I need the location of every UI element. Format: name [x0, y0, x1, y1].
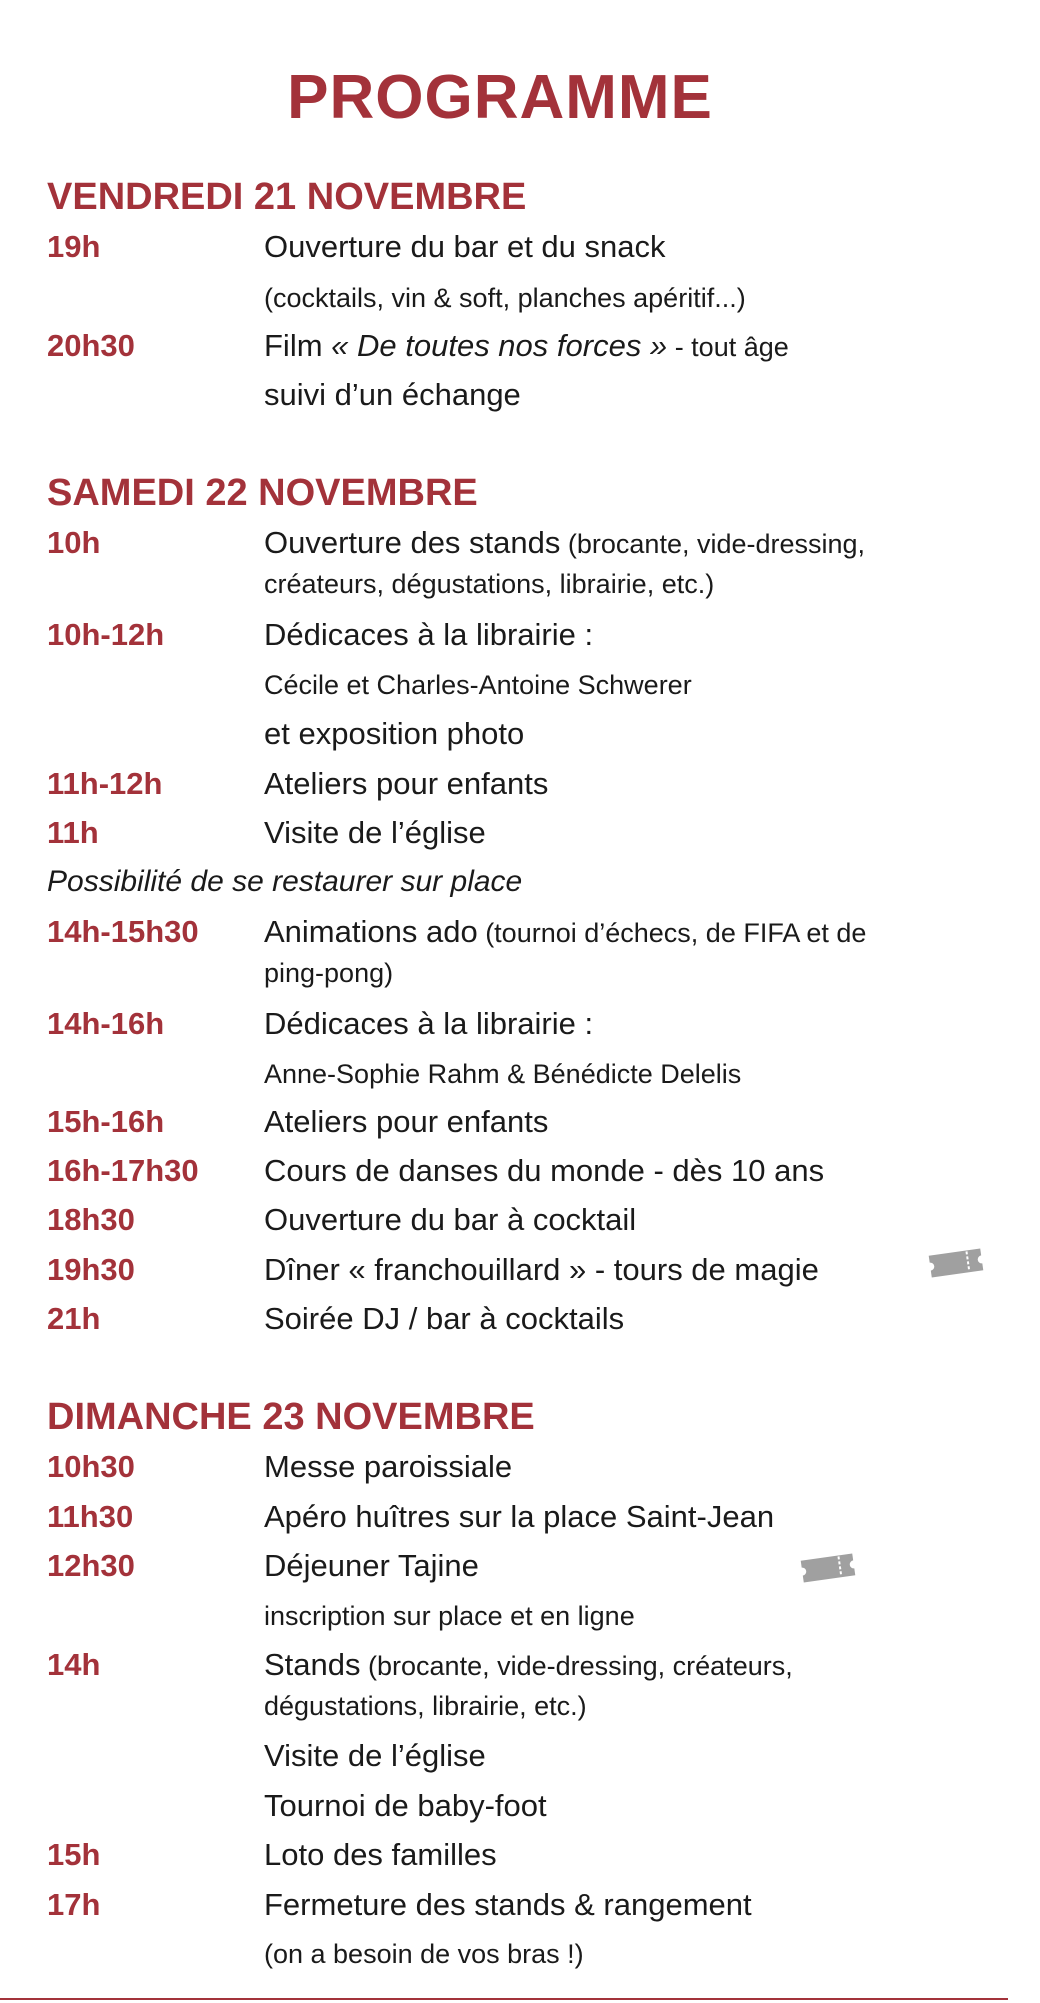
time-label: 11h30 — [47, 1499, 134, 1534]
time-label: 19h — [47, 229, 101, 264]
time-label: 14h — [47, 1647, 101, 1682]
event-detail: dégustations, librairie, etc.) — [264, 1691, 587, 1721]
event-description: Messe paroissiale — [264, 1449, 513, 1484]
event-note: (brocante, vide-dressing, — [560, 529, 866, 559]
time-label: 10h — [47, 525, 101, 560]
time-label: 15h-16h — [47, 1104, 165, 1139]
event-description: Ateliers pour enfants — [264, 1104, 549, 1139]
event-description: Dédicaces à la librairie : — [264, 617, 594, 652]
time-label: 14h-15h30 — [47, 914, 199, 949]
event-description — [264, 1647, 793, 1683]
time-label: 17h — [47, 1887, 101, 1922]
event-description: Déjeuner Tajine — [264, 1548, 479, 1583]
event-detail: inscription sur place et en ligne — [264, 1601, 635, 1631]
event-title: Animations ado — [264, 914, 478, 949]
day-heading-saturday: SAMEDI 22 NOVEMBRE — [47, 472, 478, 514]
event-title: Stands — [264, 1647, 361, 1682]
time-label: 21h — [47, 1301, 101, 1336]
time-label: 10h-12h — [47, 617, 165, 652]
film-audience: - tout âge — [667, 332, 789, 362]
bottom-divider — [0, 1998, 1008, 2000]
day-heading-friday: VENDREDI 21 NOVEMBRE — [47, 176, 527, 218]
event-description — [264, 328, 789, 364]
event-detail: (on a besoin de vos bras !) — [264, 1939, 584, 1969]
time-label: 20h30 — [47, 328, 135, 363]
time-label: 11h-12h — [47, 766, 163, 801]
time-label: 10h30 — [47, 1449, 135, 1484]
event-description: Cours de danses du monde - dès 10 ans — [264, 1153, 825, 1188]
ticket-icon — [796, 1551, 860, 1585]
event-detail: Tournoi de baby-foot — [264, 1788, 547, 1823]
film-prefix: Film — [264, 328, 332, 363]
time-label: 15h — [47, 1837, 101, 1872]
event-description: Apéro huîtres sur la place Saint-Jean — [264, 1499, 775, 1534]
event-description — [264, 525, 865, 561]
page-title: PROGRAMME — [287, 63, 713, 132]
catering-note: Possibilité de se restaurer sur place — [47, 865, 523, 898]
event-description: Dédicaces à la librairie : — [264, 1006, 594, 1041]
time-label: 16h-17h30 — [47, 1153, 199, 1188]
event-description: Dîner « franchouillard » - tours de magie — [264, 1252, 819, 1287]
event-description: Ateliers pour enfants — [264, 766, 549, 801]
event-description: Loto des familles — [264, 1837, 497, 1872]
event-description: Visite de l’église — [264, 815, 486, 850]
event-detail: (cocktails, vin & soft, planches apéritif...) — [264, 283, 746, 313]
event-description: Ouverture du bar et du snack — [264, 229, 666, 264]
event-detail: Visite de l’église — [264, 1738, 486, 1773]
ticket-icon — [924, 1246, 988, 1280]
event-title: Ouverture des stands — [264, 525, 561, 560]
event-detail: Anne-Sophie Rahm & Bénédicte Delelis — [264, 1059, 742, 1089]
event-detail: ping-pong) — [264, 958, 394, 988]
event-detail: créateurs, dégustations, librairie, etc.) — [264, 569, 715, 599]
event-note: (brocante, vide-dressing, créateurs, — [360, 1651, 793, 1681]
time-label: 18h30 — [47, 1202, 135, 1237]
event-note: (tournoi d’échecs, de FIFA et de — [477, 918, 867, 948]
event-description: Fermeture des stands & rangement — [264, 1887, 752, 1922]
time-label: 11h — [47, 815, 99, 850]
time-label: 14h-16h — [47, 1006, 165, 1041]
event-description: Soirée DJ / bar à cocktails — [264, 1301, 625, 1336]
day-heading-sunday: DIMANCHE 23 NOVEMBRE — [47, 1396, 535, 1438]
event-description — [264, 914, 866, 950]
film-title: « De toutes nos forces » — [331, 328, 668, 363]
event-detail: Cécile et Charles-Antoine Schwerer — [264, 670, 692, 700]
event-description: Ouverture du bar à cocktail — [264, 1202, 637, 1237]
event-detail: et exposition photo — [264, 716, 525, 751]
time-label: 19h30 — [47, 1252, 135, 1287]
event-detail: suivi d’un échange — [264, 377, 521, 412]
time-label: 12h30 — [47, 1548, 135, 1583]
